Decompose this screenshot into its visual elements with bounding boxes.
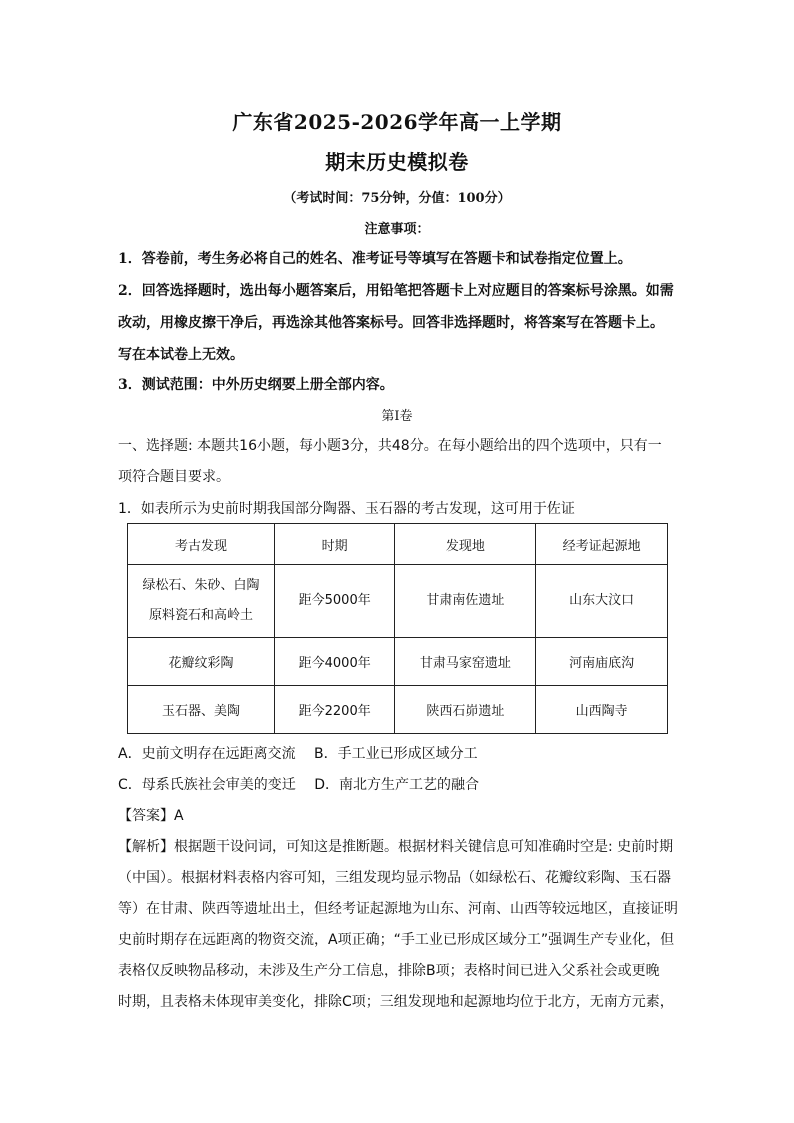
notice-item-3: 3．测试范围：中外历史纲要上册全部内容。 xyxy=(118,377,394,393)
table-cell-finding: 花瓣纹彩陶 xyxy=(128,638,275,686)
analysis-line: 【解析】根据题干设问词，可知这是推断题。根据材料关键信息可知准确时空是: 史前时期 xyxy=(118,839,674,855)
table-cell-site: 陕西石峁遗址 xyxy=(395,686,536,734)
exam-title-line1: 广东省2025-2026学年高一上学期 xyxy=(232,110,562,134)
options-line-ab: A．史前文明存在远距离交流 B．手工业已形成区域分工 xyxy=(118,746,478,762)
answer-line: 【答案】A xyxy=(118,808,184,824)
analysis-line: （中国）。根据材料表格内容可知，三组发现均显示物品（如绿松石、花瓣纹彩陶、玉石器 xyxy=(118,870,671,886)
table-row xyxy=(128,565,668,638)
table-cell-period: 距今4000年 xyxy=(274,638,395,686)
analysis-line: 表格仅反映物品移动，未涉及生产分工信息，排除B项；表格时间已进入父系社会或更晚 xyxy=(118,963,660,979)
volume-title: 第Ⅰ卷 xyxy=(381,409,413,424)
table-row xyxy=(128,686,668,734)
notice-item-2-line3: 写在本试卷上无效。 xyxy=(118,347,244,363)
options-line-cd: C．母系氏族社会审美的变迁 D．南北方生产工艺的融合 xyxy=(118,777,480,793)
table-header-cell: 考古发现 xyxy=(128,524,275,565)
notice-title: 注意事项： xyxy=(364,222,430,237)
table-header-cell: 发现地 xyxy=(395,524,536,565)
notice-item-2-line2: 改动，用橡皮擦干净后，再选涂其他答案标号。回答非选择题时，将答案写在答题卡上。 xyxy=(118,315,664,331)
table-cell-site: 甘肃马家窑遗址 xyxy=(395,638,536,686)
section-heading-line1: 一、选择题: 本题共16小题，每小题3分，共48分。在每小题给出的四个选项中，只有一 xyxy=(118,438,662,454)
notice-item-2-line1: 2．回答选择题时，选出每小题答案后，用铅笔把答题卡上对应题目的答案标号涂黑。如需 xyxy=(118,283,674,299)
table-header-cell: 经考证起源地 xyxy=(536,524,668,565)
exam-info: （考试时间：75分钟，分值：100分） xyxy=(283,191,511,206)
table-cell-origin: 山西陶寺 xyxy=(536,686,668,734)
finding-line: 绿松石、朱砂、白陶 xyxy=(142,578,260,593)
section-heading-line2: 项符合题目要求。 xyxy=(118,469,230,485)
analysis-line: 时期，且表格未体现审美变化，排除C项；三组发现地和起源地均位于北方，无南方元素， xyxy=(118,994,674,1010)
table-cell-origin: 河南庙底沟 xyxy=(536,638,668,686)
finding-line: 原料瓷石和高岭土 xyxy=(148,608,253,623)
exam-title-line2: 期末历史模拟卷 xyxy=(325,150,469,174)
table-header-row xyxy=(128,524,668,565)
table-cell-finding xyxy=(128,565,275,638)
question-1-stem: 1．如表所示为史前时期我国部分陶器、玉石器的考古发现，这可用于佐证 xyxy=(118,501,575,517)
archaeology-table xyxy=(127,523,668,734)
table-cell-period: 距今5000年 xyxy=(274,565,395,638)
table-cell-origin: 山东大汶口 xyxy=(536,565,668,638)
table-cell-site: 甘肃南佐遗址 xyxy=(395,565,536,638)
table-cell-period: 距今2200年 xyxy=(274,686,395,734)
analysis-line: 史前时期存在远距离的物资交流，A项正确；“手工业已形成区域分工”强调生产专业化，但 xyxy=(118,932,675,948)
table-cell-finding: 玉石器、美陶 xyxy=(128,686,275,734)
table-row xyxy=(128,638,668,686)
table-header-cell: 时期 xyxy=(274,524,395,565)
notice-item-1: 1．答卷前，考生务必将自己的姓名、准考证号等填写在答题卡和试卷指定位置上。 xyxy=(118,251,632,267)
analysis-line: 等）在甘肃、陕西等遗址出土，但经考证起源地为山东、河南、山西等较远地区，直接证明 xyxy=(118,901,678,917)
